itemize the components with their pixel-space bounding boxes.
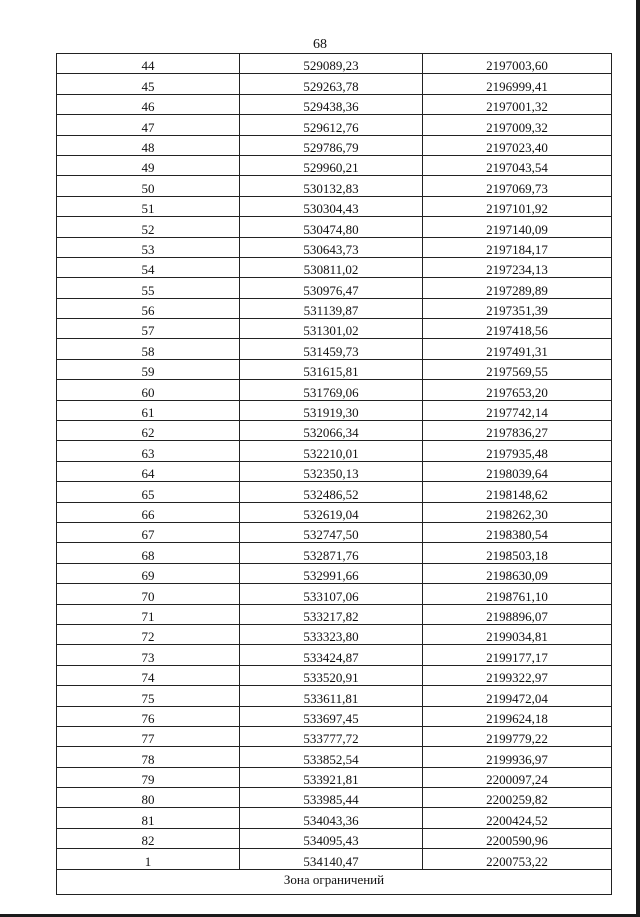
table-row xyxy=(57,339,612,359)
y-coordinate-cell: 2197418,56 xyxy=(423,319,612,339)
y-coordinate-cell: 2200424,52 xyxy=(423,808,612,828)
table-row xyxy=(57,74,612,94)
table-row xyxy=(57,502,612,522)
point-number-cell: 68 xyxy=(57,543,240,563)
x-coordinate-cell: 532350,13 xyxy=(240,461,423,481)
y-coordinate-cell: 2197234,13 xyxy=(423,257,612,277)
table-row xyxy=(57,645,612,665)
table-row xyxy=(57,319,612,339)
table-row xyxy=(57,94,612,114)
y-coordinate-cell: 2199624,18 xyxy=(423,706,612,726)
y-coordinate-cell: 2200097,24 xyxy=(423,767,612,787)
x-coordinate-cell: 532210,01 xyxy=(240,441,423,461)
y-coordinate-cell: 2197069,73 xyxy=(423,176,612,196)
table-row xyxy=(57,706,612,726)
point-number-cell: 79 xyxy=(57,767,240,787)
y-coordinate-cell: 2198039,64 xyxy=(423,461,612,481)
point-number-cell: 57 xyxy=(57,319,240,339)
y-coordinate-cell: 2197184,17 xyxy=(423,237,612,257)
x-coordinate-cell: 529786,79 xyxy=(240,135,423,155)
y-coordinate-cell: 2197140,09 xyxy=(423,217,612,237)
y-coordinate-cell: 2198380,54 xyxy=(423,522,612,542)
y-coordinate-cell: 2197836,27 xyxy=(423,421,612,441)
point-number-cell: 65 xyxy=(57,482,240,502)
x-coordinate-cell: 533107,06 xyxy=(240,584,423,604)
y-coordinate-cell: 2197023,40 xyxy=(423,135,612,155)
point-number-cell: 44 xyxy=(57,54,240,74)
y-coordinate-cell: 2200590,96 xyxy=(423,828,612,848)
x-coordinate-cell: 531919,30 xyxy=(240,400,423,420)
y-coordinate-cell: 2197653,20 xyxy=(423,380,612,400)
table-row xyxy=(57,176,612,196)
x-coordinate-cell: 533985,44 xyxy=(240,788,423,808)
y-coordinate-cell: 2197043,54 xyxy=(423,155,612,175)
x-coordinate-cell: 533852,54 xyxy=(240,747,423,767)
point-number-cell: 67 xyxy=(57,522,240,542)
table-row xyxy=(57,196,612,216)
point-number-cell: 46 xyxy=(57,94,240,114)
x-coordinate-cell: 533424,87 xyxy=(240,645,423,665)
x-coordinate-cell: 529263,78 xyxy=(240,74,423,94)
point-number-cell: 75 xyxy=(57,686,240,706)
point-number-cell: 74 xyxy=(57,665,240,685)
point-number-cell: 47 xyxy=(57,115,240,135)
table-row xyxy=(57,563,612,583)
point-number-cell: 70 xyxy=(57,584,240,604)
table-row xyxy=(57,298,612,318)
point-number-cell: 71 xyxy=(57,604,240,624)
table-row xyxy=(57,400,612,420)
point-number-cell: 58 xyxy=(57,339,240,359)
x-coordinate-cell: 529612,76 xyxy=(240,115,423,135)
point-number-cell: 55 xyxy=(57,278,240,298)
table-row xyxy=(57,359,612,379)
x-coordinate-cell: 532066,34 xyxy=(240,421,423,441)
table-row xyxy=(57,257,612,277)
table-row xyxy=(57,217,612,237)
point-number-cell: 61 xyxy=(57,400,240,420)
point-number-cell: 52 xyxy=(57,217,240,237)
x-coordinate-cell: 532747,50 xyxy=(240,522,423,542)
point-number-cell: 64 xyxy=(57,461,240,481)
table-row xyxy=(57,584,612,604)
point-number-cell: 51 xyxy=(57,196,240,216)
y-coordinate-cell: 2197289,89 xyxy=(423,278,612,298)
x-coordinate-cell: 534140,47 xyxy=(240,849,423,869)
table-row xyxy=(57,788,612,808)
table-row xyxy=(57,849,612,869)
x-coordinate-cell: 529960,21 xyxy=(240,155,423,175)
table-row xyxy=(57,278,612,298)
x-coordinate-cell: 531769,06 xyxy=(240,380,423,400)
x-coordinate-cell: 531615,81 xyxy=(240,359,423,379)
point-number-cell: 56 xyxy=(57,298,240,318)
x-coordinate-cell: 533697,45 xyxy=(240,706,423,726)
x-coordinate-cell: 533217,82 xyxy=(240,604,423,624)
table-row xyxy=(57,624,612,644)
x-coordinate-cell: 530132,83 xyxy=(240,176,423,196)
y-coordinate-cell: 2197569,55 xyxy=(423,359,612,379)
x-coordinate-cell: 532486,52 xyxy=(240,482,423,502)
table-row xyxy=(57,380,612,400)
point-number-cell: 59 xyxy=(57,359,240,379)
table-row xyxy=(57,604,612,624)
y-coordinate-cell: 2197491,31 xyxy=(423,339,612,359)
x-coordinate-cell: 531301,02 xyxy=(240,319,423,339)
y-coordinate-cell: 2200259,82 xyxy=(423,788,612,808)
table-row xyxy=(57,135,612,155)
point-number-cell: 81 xyxy=(57,808,240,828)
y-coordinate-cell: 2199936,97 xyxy=(423,747,612,767)
y-coordinate-cell: 2197935,48 xyxy=(423,441,612,461)
point-number-cell: 53 xyxy=(57,237,240,257)
point-number-cell: 66 xyxy=(57,502,240,522)
table-row xyxy=(57,726,612,746)
x-coordinate-cell: 530976,47 xyxy=(240,278,423,298)
y-coordinate-cell: 2198630,09 xyxy=(423,563,612,583)
point-number-cell: 73 xyxy=(57,645,240,665)
x-coordinate-cell: 530304,43 xyxy=(240,196,423,216)
y-coordinate-cell: 2198503,18 xyxy=(423,543,612,563)
y-coordinate-cell: 2197742,14 xyxy=(423,400,612,420)
table-row xyxy=(57,421,612,441)
y-coordinate-cell: 2199322,97 xyxy=(423,665,612,685)
table-row xyxy=(57,441,612,461)
y-coordinate-cell: 2199177,17 xyxy=(423,645,612,665)
x-coordinate-cell: 532619,04 xyxy=(240,502,423,522)
point-number-cell: 69 xyxy=(57,563,240,583)
y-coordinate-cell: 2197001,32 xyxy=(423,94,612,114)
x-coordinate-cell: 530643,73 xyxy=(240,237,423,257)
y-coordinate-cell: 2198896,07 xyxy=(423,604,612,624)
point-number-cell: 76 xyxy=(57,706,240,726)
y-coordinate-cell: 2199472,04 xyxy=(423,686,612,706)
point-number-cell: 54 xyxy=(57,257,240,277)
y-coordinate-cell: 2200753,22 xyxy=(423,849,612,869)
point-number-cell: 45 xyxy=(57,74,240,94)
y-coordinate-cell: 2197351,39 xyxy=(423,298,612,318)
point-number-cell: 50 xyxy=(57,176,240,196)
table-row xyxy=(57,543,612,563)
table-row xyxy=(57,155,612,175)
x-coordinate-cell: 534043,36 xyxy=(240,808,423,828)
footer-row xyxy=(57,869,612,894)
y-coordinate-cell: 2198262,30 xyxy=(423,502,612,522)
point-number-cell: 78 xyxy=(57,747,240,767)
x-coordinate-cell: 533921,81 xyxy=(240,767,423,787)
table-row xyxy=(57,808,612,828)
point-number-cell: 62 xyxy=(57,421,240,441)
x-coordinate-cell: 533323,80 xyxy=(240,624,423,644)
y-coordinate-cell: 2196999,41 xyxy=(423,74,612,94)
point-number-cell: 77 xyxy=(57,726,240,746)
y-coordinate-cell: 2197003,60 xyxy=(423,54,612,74)
x-coordinate-cell: 532871,76 xyxy=(240,543,423,563)
x-coordinate-cell: 529089,23 xyxy=(240,54,423,74)
x-coordinate-cell: 529438,36 xyxy=(240,94,423,114)
point-number-cell: 48 xyxy=(57,135,240,155)
x-coordinate-cell: 534095,43 xyxy=(240,828,423,848)
x-coordinate-cell: 533777,72 xyxy=(240,726,423,746)
y-coordinate-cell: 2199779,22 xyxy=(423,726,612,746)
point-number-cell: 63 xyxy=(57,441,240,461)
table-row xyxy=(57,482,612,502)
coordinates-table xyxy=(56,53,612,895)
table-row xyxy=(57,747,612,767)
x-coordinate-cell: 533520,91 xyxy=(240,665,423,685)
point-number-cell: 80 xyxy=(57,788,240,808)
table-row xyxy=(57,686,612,706)
y-coordinate-cell: 2197009,32 xyxy=(423,115,612,135)
point-number-cell: 49 xyxy=(57,155,240,175)
point-number-cell: 82 xyxy=(57,828,240,848)
table-row xyxy=(57,237,612,257)
y-coordinate-cell: 2198761,10 xyxy=(423,584,612,604)
point-number-cell: 72 xyxy=(57,624,240,644)
point-number-cell: 60 xyxy=(57,380,240,400)
zone-label: Зона ограничений xyxy=(57,869,612,894)
table-row xyxy=(57,54,612,74)
x-coordinate-cell: 530474,80 xyxy=(240,217,423,237)
x-coordinate-cell: 530811,02 xyxy=(240,257,423,277)
table-row xyxy=(57,767,612,787)
y-coordinate-cell: 2198148,62 xyxy=(423,482,612,502)
y-coordinate-cell: 2197101,92 xyxy=(423,196,612,216)
scan-edge-right xyxy=(636,0,640,917)
table-row xyxy=(57,828,612,848)
y-coordinate-cell: 2199034,81 xyxy=(423,624,612,644)
x-coordinate-cell: 533611,81 xyxy=(240,686,423,706)
table-row xyxy=(57,461,612,481)
x-coordinate-cell: 531139,87 xyxy=(240,298,423,318)
coordinates-table-body xyxy=(57,54,612,895)
x-coordinate-cell: 532991,66 xyxy=(240,563,423,583)
table-row xyxy=(57,115,612,135)
table-row xyxy=(57,665,612,685)
table-row xyxy=(57,522,612,542)
point-number-cell: 1 xyxy=(57,849,240,869)
page-number: 68 xyxy=(313,37,327,52)
x-coordinate-cell: 531459,73 xyxy=(240,339,423,359)
